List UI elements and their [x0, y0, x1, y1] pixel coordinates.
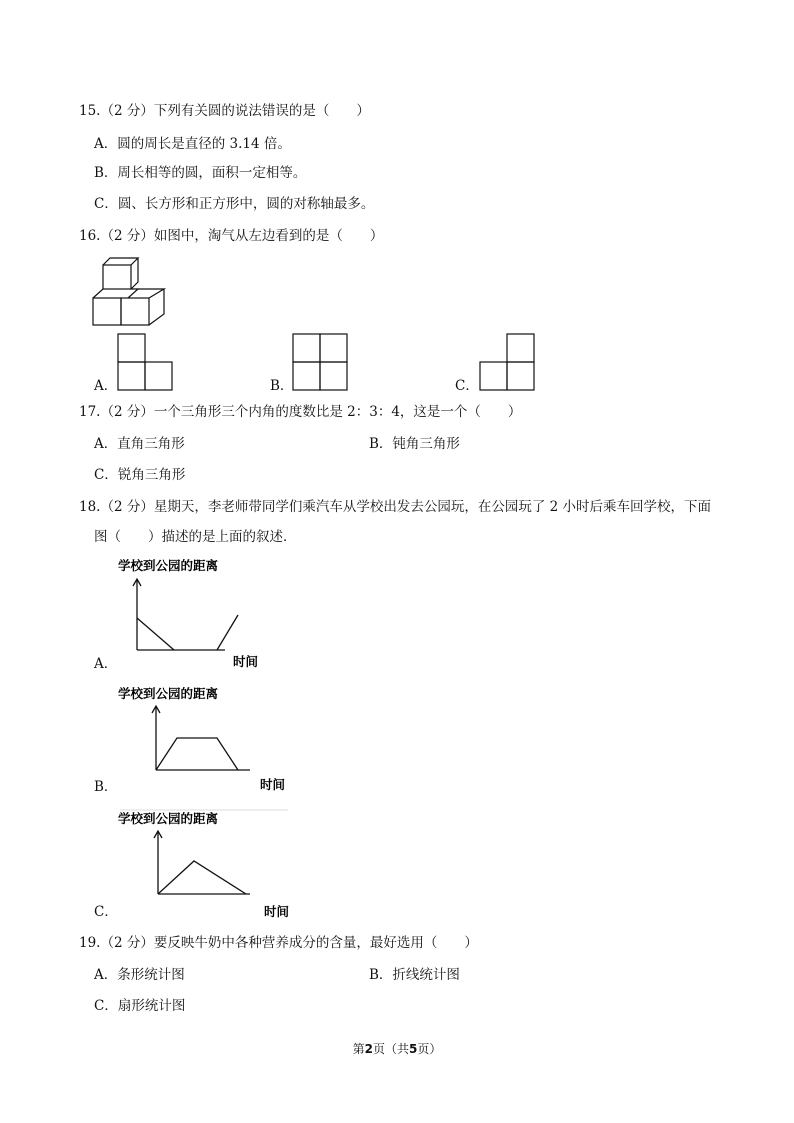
q16-option-c-label: C．	[455, 378, 479, 394]
graph-a-xlabel: 时间	[233, 654, 259, 669]
graph-c-xlabel: 时间	[264, 904, 290, 919]
q18-graph-a	[110, 555, 280, 670]
q18-stem-line2: 图（ ）描述的是上面的叙述．	[94, 529, 297, 545]
q16-cube-figure	[90, 255, 170, 330]
q18-graph-c	[110, 808, 290, 923]
q17-option-c: C．锐角三角形	[94, 467, 186, 483]
q18-stem-line1: 18.（2 分）星期天，李老师带同学们乘汽车从学校出发去公园玩，在公园玩了 2 小时后乘车回学校，下面	[79, 499, 712, 515]
q17-option-b: B．钝角三角形	[369, 436, 460, 452]
q16-stem: 16.（2 分）如图中，淘气从左边看到的是（ ）	[79, 228, 384, 244]
q18-option-c-label: C．	[94, 904, 118, 920]
graph-b-ylabel: 学校到公园的距离	[118, 686, 219, 701]
q15-option-a: A．圆的周长是直径的 3.14 倍。	[94, 136, 291, 152]
q18-option-b-label: B．	[94, 779, 118, 795]
q15-stem: 15.（2 分）下列有关圆的说法错误的是（ ）	[79, 103, 370, 119]
footer-mid: 页（共	[372, 1042, 409, 1056]
q19-option-a: A．条形统计图	[94, 967, 185, 983]
q16-option-a-view	[117, 333, 175, 391]
graph-b-xlabel: 时间	[260, 777, 286, 792]
graph-a-ylabel: 学校到公园的距离	[118, 558, 219, 573]
q19-option-b: B．折线统计图	[369, 967, 460, 983]
graph-a-line-back	[217, 615, 238, 650]
graph-c-line	[158, 861, 246, 894]
graph-c-ylabel: 学校到公园的距离	[118, 811, 219, 826]
footer-total-pages: 5	[409, 1042, 418, 1056]
q19-stem: 19.（2 分）要反映牛奶中各种营养成分的含量，最好选用（ ）	[79, 935, 478, 951]
q16-option-b-view	[292, 333, 350, 391]
q17-stem: 17.（2 分）一个三角形三个内角的度数比是 2：3：4，这是一个（ ）	[79, 404, 522, 420]
q17-option-a: A．直角三角形	[94, 436, 185, 452]
q16-option-a-label: A．	[94, 378, 118, 394]
footer-prefix: 第	[352, 1042, 365, 1056]
q15-option-b: B．周长相等的圆，面积一定相等。	[94, 165, 307, 181]
q16-option-c-view	[479, 333, 537, 391]
footer-suffix: 页）	[417, 1042, 442, 1056]
q16-option-b-label: B．	[270, 378, 294, 394]
q18-option-a-label: A．	[94, 656, 118, 672]
page-footer	[0, 1041, 794, 1057]
graph-a-line-out	[137, 618, 174, 650]
q19-option-c: C．扇形统计图	[94, 998, 186, 1014]
graph-b-line	[156, 738, 238, 770]
q15-option-c: C．圆、长方形和正方形中，圆的对称轴最多。	[94, 196, 375, 212]
footer-page-number: 2	[364, 1042, 373, 1056]
q18-graph-b	[110, 682, 290, 797]
